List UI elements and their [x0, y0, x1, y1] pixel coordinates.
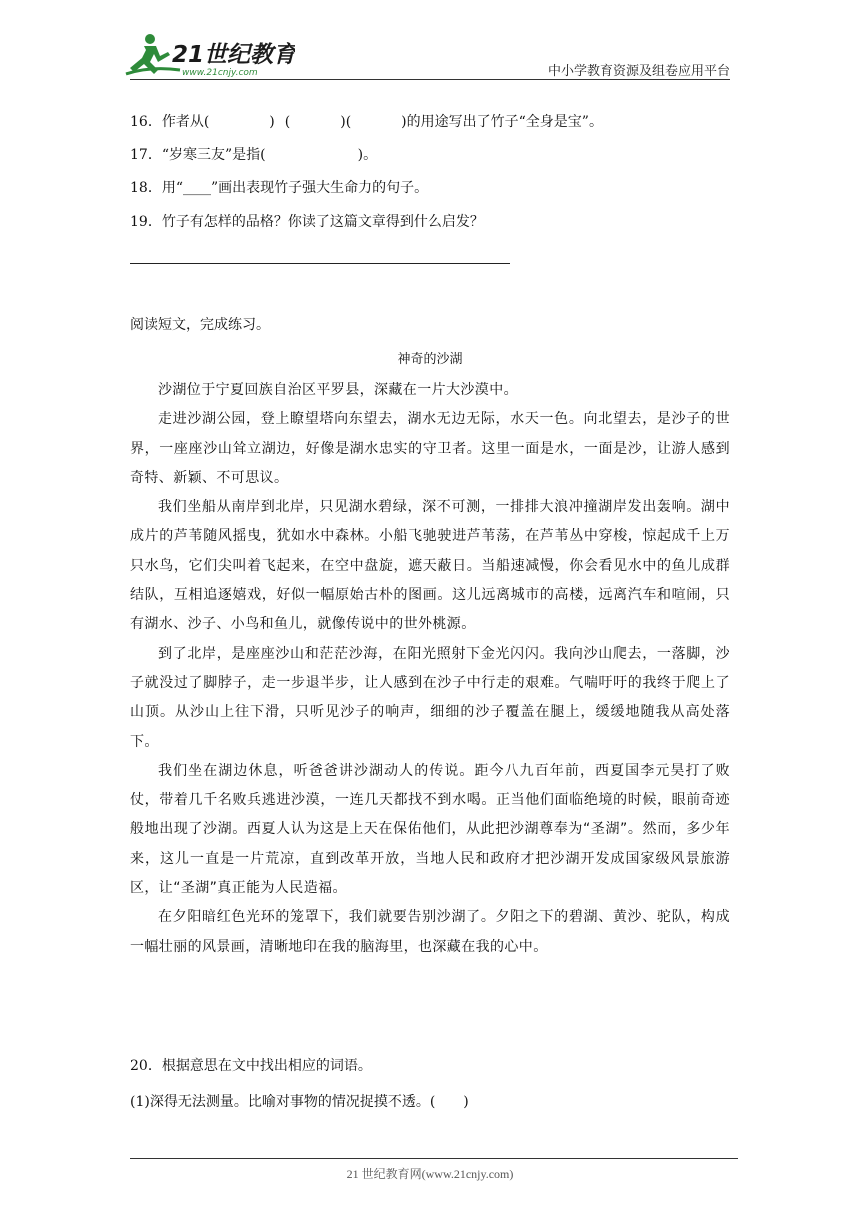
- reading-intro: 阅读短文，完成练习。: [130, 317, 270, 333]
- passage-paragraph: 走进沙湖公园，登上瞭望塔向东望去，湖水无边无际，水天一色。向北望去，是沙子的世界，一座座沙山耸立湖边，好像是湖水忠实的守卫者。这里一面是水，一面是沙，让游人感到奇特、新颖、不可思议。: [130, 411, 730, 486]
- passage-paragraph: 沙湖位于宁夏回族自治区平罗县，深藏在一片大沙漠中。: [158, 382, 518, 398]
- logo-text: 21世纪教育: [172, 42, 295, 68]
- question-number: 17．: [130, 147, 162, 163]
- question-20-sub-1: (1)深得无法测量。比喻对事物的情况捉摸不透。( ): [130, 1094, 469, 1110]
- question-number: 16．: [130, 114, 162, 130]
- q18-text: 用“____”画出表现竹子强大生命力的句子。: [161, 180, 429, 196]
- header-divider: [130, 79, 730, 80]
- question-17: [130, 145, 377, 165]
- q16-text-e: )的用途写出了竹子“全身是宝”。: [401, 114, 603, 130]
- passage-paragraph: 在夕阳暗红色光环的笼罩下，我们就要告别沙湖了。夕阳之下的碧湖、黄沙、驼队，构成一幅壮丽的风景画，清晰地印在我的脑海里，也深藏在我的心中。: [130, 909, 730, 955]
- q16-text-c: (: [284, 114, 291, 130]
- q17-text-b: )。: [357, 147, 378, 163]
- question-number: 18．: [130, 180, 162, 196]
- answer-line: [130, 263, 510, 264]
- footer-text: 21 世纪教育网(www.21cnjy.com): [346, 1167, 514, 1181]
- question-number: 19．: [130, 214, 162, 230]
- question-number: 20．: [130, 1058, 162, 1074]
- logo-url: www.21cnjy.com: [182, 68, 258, 78]
- question-20: [130, 1056, 372, 1076]
- passage-paragraph: 我们坐船从南岸到北岸，只见湖水碧绿，深不可测，一排排大浪冲撞湖岸发出轰响。湖中成片的芦苇随风摇曳，犹如水中森林。小船飞驰驶进芦苇荡，在芦苇丛中穿梭，惊起成千上万只水鸟，它们尖叫着飞起来，在空中盘旋，遮天蔽日。当船速减慢，你会看见水中的鱼儿成群结队，互相追逐嬉戏，好似一幅原始古朴的图画。这儿远离城市的高楼，远离汽车和喧闹，只有湖水、沙子、小鸟和鱼儿，就像传说中的世外桃源。: [130, 499, 730, 633]
- q16-text-a: 作者从(: [161, 114, 210, 130]
- q20-text: 根据意思在文中找出相应的词语。: [161, 1058, 372, 1074]
- q16-text-b: ): [269, 114, 275, 130]
- passage-title: 神奇的沙湖: [397, 352, 463, 367]
- passage-body: [130, 376, 730, 962]
- passage-paragraph: 我们坐在湖边休息，听爸爸讲沙湖动人的传说。距今八九百年前，西夏国李元昊打了败仗，带着几千名败兵逃进沙漠，一连几天都找不到水喝。正当他们面临绝境的时候，眼前奇迹般地出现了沙湖。西夏人认为这是上天在保佑他们，从此把沙湖尊奉为“圣湖”。然而，多少年来，这儿一直是一片荒凉，直到改革开放，当地人民和政府才把沙湖开发成国家级风景旅游区，让“圣湖”真正能为人民造福。: [130, 762, 730, 897]
- site-logo: [120, 30, 295, 80]
- header-platform-text: 中小学教育资源及组卷应用平台: [547, 64, 730, 79]
- question-16: [130, 112, 603, 132]
- question-18: [130, 178, 428, 198]
- q19-text: 竹子有怎样的品格？你读了这篇文章得到什么启发？: [161, 214, 484, 230]
- passage-paragraph: 到了北岸，是座座沙山和茫茫沙海，在阳光照射下金光闪闪。我向沙山爬去，一落脚，沙子就没过了脚脖子，走一步退半步，让人感到在沙子中行走的艰难。气喘吁吁的我终于爬上了山顶。从沙山上往下滑，只听见沙子的响声，细细的沙子覆盖在腿上，缓缓地随我从高处落下。: [130, 645, 730, 750]
- q17-text-a: “岁寒三友”是指(: [161, 147, 266, 163]
- q16-text-d: )(: [340, 114, 352, 130]
- footer-divider: [130, 1158, 738, 1159]
- question-19: [130, 212, 484, 232]
